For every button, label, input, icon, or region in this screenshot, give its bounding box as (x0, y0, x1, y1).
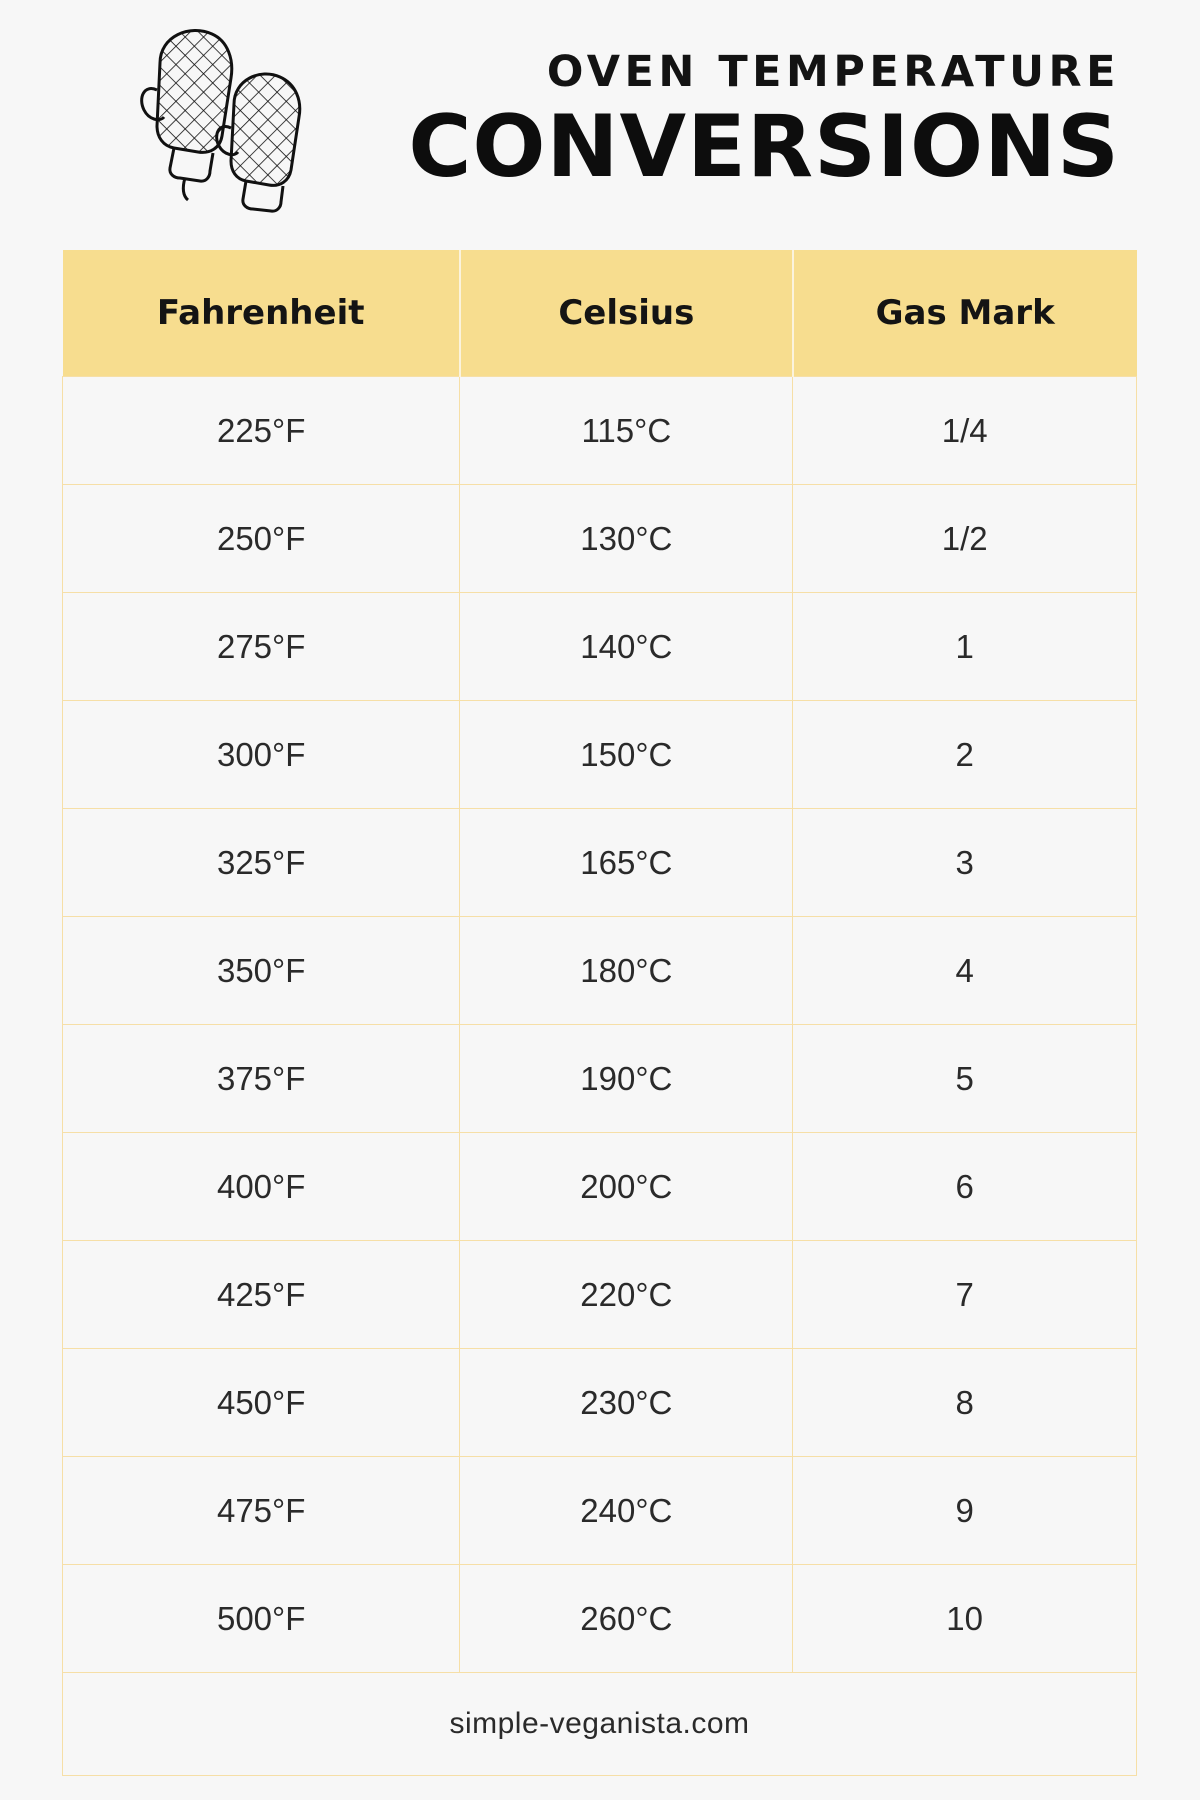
cell-gas-mark: 10 (793, 1565, 1137, 1673)
cell-celsius: 115°C (460, 377, 793, 485)
cell-celsius: 180°C (460, 917, 793, 1025)
table-footer-row (63, 1673, 1137, 1776)
cell-fahrenheit: 225°F (63, 377, 460, 485)
cell-celsius: 140°C (460, 593, 793, 701)
table-row (63, 1565, 1137, 1673)
cell-celsius: 240°C (460, 1457, 793, 1565)
conversion-table (62, 250, 1137, 1776)
table-header-row (63, 250, 1137, 377)
source-website: simple-veganista.com (63, 1673, 1137, 1776)
cell-celsius: 230°C (460, 1349, 793, 1457)
table-row (63, 1457, 1137, 1565)
oven-mitts-icon (130, 18, 340, 218)
page-title-main: CONVERSIONS (408, 96, 1120, 197)
conversion-table-wrap (62, 250, 1137, 1776)
table-row (63, 1349, 1137, 1457)
table-row (63, 809, 1137, 917)
cell-fahrenheit: 500°F (63, 1565, 460, 1673)
cell-celsius: 220°C (460, 1241, 793, 1349)
cell-fahrenheit: 350°F (63, 917, 460, 1025)
table-row (63, 485, 1137, 593)
cell-gas-mark: 8 (793, 1349, 1137, 1457)
cell-celsius: 130°C (460, 485, 793, 593)
table-row (63, 1133, 1137, 1241)
cell-gas-mark: 4 (793, 917, 1137, 1025)
cell-fahrenheit: 425°F (63, 1241, 460, 1349)
cell-gas-mark: 7 (793, 1241, 1137, 1349)
title-block (340, 47, 1160, 197)
cell-gas-mark: 1 (793, 593, 1137, 701)
table-row (63, 917, 1137, 1025)
cell-gas-mark: 6 (793, 1133, 1137, 1241)
page-header (0, 0, 1200, 220)
cell-fahrenheit: 375°F (63, 1025, 460, 1133)
cell-gas-mark: 1/2 (793, 485, 1137, 593)
column-header-fahrenheit: Fahrenheit (63, 250, 460, 377)
cell-celsius: 150°C (460, 701, 793, 809)
table-row (63, 701, 1137, 809)
cell-celsius: 200°C (460, 1133, 793, 1241)
table-row (63, 377, 1137, 485)
cell-fahrenheit: 400°F (63, 1133, 460, 1241)
page-title-top: OVEN TEMPERATURE (546, 47, 1120, 98)
cell-gas-mark: 9 (793, 1457, 1137, 1565)
column-header-gas-mark: Gas Mark (793, 250, 1137, 377)
table-row (63, 1025, 1137, 1133)
cell-celsius: 165°C (460, 809, 793, 917)
cell-celsius: 190°C (460, 1025, 793, 1133)
cell-fahrenheit: 250°F (63, 485, 460, 593)
cell-gas-mark: 1/4 (793, 377, 1137, 485)
column-header-celsius: Celsius (460, 250, 793, 377)
cell-fahrenheit: 300°F (63, 701, 460, 809)
cell-gas-mark: 5 (793, 1025, 1137, 1133)
cell-fahrenheit: 475°F (63, 1457, 460, 1565)
cell-gas-mark: 3 (793, 809, 1137, 917)
cell-fahrenheit: 275°F (63, 593, 460, 701)
cell-celsius: 260°C (460, 1565, 793, 1673)
table-row (63, 593, 1137, 701)
cell-gas-mark: 2 (793, 701, 1137, 809)
cell-fahrenheit: 450°F (63, 1349, 460, 1457)
cell-fahrenheit: 325°F (63, 809, 460, 917)
table-row (63, 1241, 1137, 1349)
